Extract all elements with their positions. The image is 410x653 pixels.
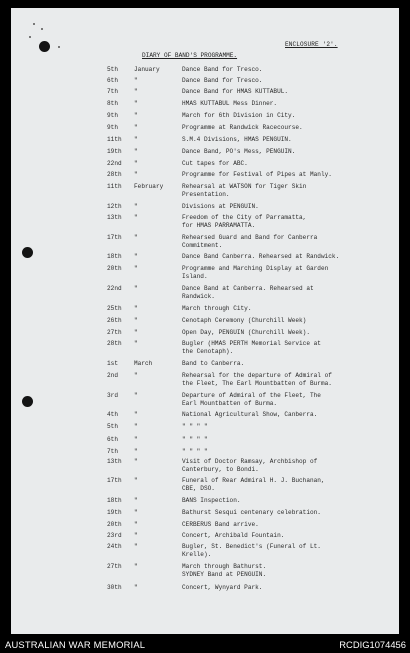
entry-description [182, 160, 248, 168]
entry-day: 7th [107, 88, 118, 95]
entry-line: Dance Band Canberra. Rehearsed at Randwick. [182, 253, 340, 260]
entry-day: 4th [107, 411, 118, 418]
entry-month: " [134, 477, 138, 484]
entry-description [182, 532, 284, 540]
entry-line: March through City. [182, 305, 252, 312]
entry-month: " [134, 285, 138, 292]
entry-month: " [134, 509, 138, 516]
entry-description [182, 372, 332, 387]
entry-day: 18th [107, 253, 122, 260]
entry-line: Concert, Archibald Fountain. [182, 532, 285, 539]
entry-month: " [134, 124, 138, 131]
entry-line: Programme at Randwick Racecourse. [182, 124, 303, 131]
entry-month: " [134, 532, 138, 539]
entry-month: " [134, 214, 138, 221]
entry-month: " [134, 372, 138, 379]
entry-day: 12th [107, 203, 122, 210]
entry-month: " [134, 171, 138, 178]
entry-line: Visit of Doctor Ramsay, Archbishop of [182, 458, 318, 465]
entry-description [182, 317, 306, 325]
enclosure-label: ENCLOSURE '2'. [285, 41, 338, 48]
paper-speck [58, 46, 60, 48]
entry-line: Programme and Marching Display at Garden [182, 265, 329, 272]
entry-line: Concert, Wynyard Park. [182, 584, 263, 591]
entry-line: " " " " [182, 448, 208, 455]
paper-speck [33, 23, 35, 25]
entry-line: Dance Band at Canberra. Rehearsed at [182, 285, 314, 292]
entry-month: " [134, 88, 138, 95]
entry-line: S.M.4 Divisions, HMAS PENGUIN. [182, 136, 292, 143]
entry-day: 13th [107, 214, 122, 221]
entry-description [182, 305, 251, 313]
entry-line: CERBERUS Band arrive. [182, 521, 259, 528]
entry-day: 7th [107, 448, 118, 455]
entry-day: 13th [107, 458, 122, 465]
entry-month: January [134, 66, 160, 73]
entry-description [182, 509, 321, 517]
entry-description [182, 136, 292, 144]
entry-day: 30th [107, 584, 122, 591]
entry-description [182, 234, 317, 249]
entry-line: Programme for Festival of Pipes at Manly. [182, 171, 332, 178]
entry-line: March through Bathurst. [182, 563, 267, 570]
entry-description [182, 411, 317, 419]
entry-description [182, 148, 295, 156]
entry-month: " [134, 543, 138, 550]
entry-month: " [134, 448, 138, 455]
entry-day: 20th [107, 521, 122, 528]
entry-day: 19th [107, 148, 122, 155]
entry-description [182, 563, 266, 578]
entry-month: " [134, 521, 138, 528]
entry-day: 26th [107, 317, 122, 324]
punch-hole-bottom [22, 396, 33, 407]
entry-day: 27th [107, 563, 122, 570]
entry-description [182, 448, 208, 456]
entry-day: 24th [107, 543, 122, 550]
entry-day: 22nd [107, 160, 122, 167]
entry-month: " [134, 584, 138, 591]
entry-line: " " " " [182, 436, 208, 443]
entry-line: Randwick. [182, 292, 215, 300]
entry-description [182, 436, 208, 444]
entry-description [182, 423, 208, 431]
entry-line: Dance Band for HMAS KUTTABUL. [182, 88, 289, 95]
paper-speck [41, 28, 43, 30]
entry-day: 6th [107, 77, 118, 84]
entry-line: Freedom of the City of Parramatta, [182, 214, 307, 221]
entry-month: " [134, 340, 138, 347]
entry-description [182, 584, 262, 592]
entry-line: the Fleet, The Earl Mountbatten of Burma. [182, 379, 332, 387]
entry-day: 9th [107, 124, 118, 131]
entry-day: 9th [107, 112, 118, 119]
entry-day: 17th [107, 477, 122, 484]
entry-description [182, 100, 277, 108]
entry-month: " [134, 100, 138, 107]
punch-hole-middle [22, 247, 33, 258]
entry-month: " [134, 265, 138, 272]
entry-month: " [134, 423, 138, 430]
entry-month: " [134, 497, 138, 504]
entry-day: 18th [107, 497, 122, 504]
entry-line: Commitment. [182, 241, 223, 249]
entry-line: Rehearsed Guard and Band for Canberra [182, 234, 318, 241]
entry-month: " [134, 253, 138, 260]
entry-day: 23rd [107, 532, 122, 539]
entry-day: 8th [107, 100, 118, 107]
footer-source: AUSTRALIAN WAR MEMORIAL [5, 639, 146, 650]
entry-description [182, 392, 321, 407]
entry-line: " " " " [182, 423, 208, 430]
entry-day: 11th [107, 136, 122, 143]
entry-line: Krelle). [182, 550, 212, 558]
footer-record-id: RCDIG1074456 [339, 639, 406, 650]
entry-line: Earl Mountbatten of Burma. [182, 399, 278, 407]
entry-day: 19th [107, 509, 122, 516]
entry-month: " [134, 234, 138, 241]
entry-month: " [134, 458, 138, 465]
entry-description [182, 171, 332, 179]
entry-day: 3rd [107, 392, 118, 399]
entry-month: " [134, 563, 138, 570]
footer-bar [0, 634, 410, 653]
entry-month: " [134, 305, 138, 312]
entry-description [182, 203, 259, 211]
entry-day: 2nd [107, 372, 118, 379]
entry-description [182, 329, 310, 337]
entry-day: 28th [107, 171, 122, 178]
entry-line: Cenotaph Ceremony (Churchill Week) [182, 317, 307, 324]
entry-line: CBE, DSO. [182, 484, 215, 492]
entry-description [182, 88, 288, 96]
document-page [11, 8, 399, 634]
entry-line: Dance Band for Tresco. [182, 77, 263, 84]
entry-line: Bathurst Sesqui centenary celebration. [182, 509, 321, 516]
entry-description [182, 265, 328, 280]
entry-day: 6th [107, 436, 118, 443]
paper-speck [29, 36, 31, 38]
entry-description [182, 253, 339, 261]
entry-day: 5th [107, 423, 118, 430]
entry-line: Dance Band for Tresco. [182, 66, 263, 73]
entry-month: " [134, 436, 138, 443]
entry-month: March [134, 360, 153, 367]
entry-description [182, 77, 262, 85]
entry-description [182, 124, 303, 132]
entry-line: Bugler, St. Benedict's (Funeral of Lt. [182, 543, 321, 550]
entry-description [182, 183, 306, 198]
entry-line: Dance Band, PO's Mess, PENGUIN. [182, 148, 296, 155]
entry-description [182, 214, 306, 229]
entry-line: Rehearsal for the departure of Admiral of [182, 372, 332, 379]
entry-day: 27th [107, 329, 122, 336]
entry-day: 5th [107, 66, 118, 73]
entry-description [182, 458, 317, 473]
entry-description [182, 497, 241, 505]
entry-line: Funeral of Rear Admiral H. J. Buchanan, [182, 477, 325, 484]
entry-month: " [134, 136, 138, 143]
entry-description [182, 543, 321, 558]
entry-line: Cut tapes for ABC. [182, 160, 248, 167]
entry-line: Bugler (HMAS PERTH Memorial Service at [182, 340, 321, 347]
entry-description [182, 112, 295, 120]
diary-heading: DIARY OF BAND'S PROGRAMME. [142, 52, 238, 59]
entry-line: Departure of Admiral of the Fleet, The [182, 392, 321, 399]
entry-line: the Cenotaph). [182, 347, 234, 355]
entry-month: " [134, 329, 138, 336]
entry-day: 28th [107, 340, 122, 347]
entry-day: 25th [107, 305, 122, 312]
entry-line: Island. [182, 272, 208, 280]
entry-month: " [134, 317, 138, 324]
punch-hole-top [39, 41, 50, 52]
entry-month: " [134, 203, 138, 210]
entry-description [182, 477, 325, 492]
entry-day: 17th [107, 234, 122, 241]
entry-description [182, 285, 314, 300]
entry-line: Open Day, PENGUIN (Churchill Week). [182, 329, 310, 336]
entry-line: Presentation. [182, 190, 230, 198]
entry-line: Rehearsal at WATSON for Tiger Skin [182, 183, 307, 190]
entry-month: " [134, 160, 138, 167]
entry-description [182, 66, 262, 74]
entry-month: " [134, 77, 138, 84]
entry-month: February [134, 183, 164, 190]
entry-line: National Agricultural Show, Canberra. [182, 411, 318, 418]
entry-line: HMAS KUTTABUL Mess Dinner. [182, 100, 278, 107]
entry-day: 22nd [107, 285, 122, 292]
entry-day: 11th [107, 183, 122, 190]
entry-description [182, 521, 259, 529]
entry-line: SYDNEY Band at PENGUIN. [182, 570, 267, 578]
entry-line: BANS Inspection. [182, 497, 241, 504]
entry-month: " [134, 112, 138, 119]
entry-day: 20th [107, 265, 122, 272]
entry-month: " [134, 148, 138, 155]
entry-line: for HMAS PARRAMATTA. [182, 221, 256, 229]
entry-month: " [134, 411, 138, 418]
entry-month: " [134, 392, 138, 399]
entry-description [182, 340, 321, 355]
entry-line: Band to Canberra. [182, 360, 245, 367]
entry-description [182, 360, 244, 368]
entry-line: March for 6th Division in City. [182, 112, 296, 119]
entry-line: Divisions at PENGUIN. [182, 203, 259, 210]
entry-line: Canterbury, to Bondi. [182, 465, 259, 473]
entry-day: 1st [107, 360, 118, 367]
